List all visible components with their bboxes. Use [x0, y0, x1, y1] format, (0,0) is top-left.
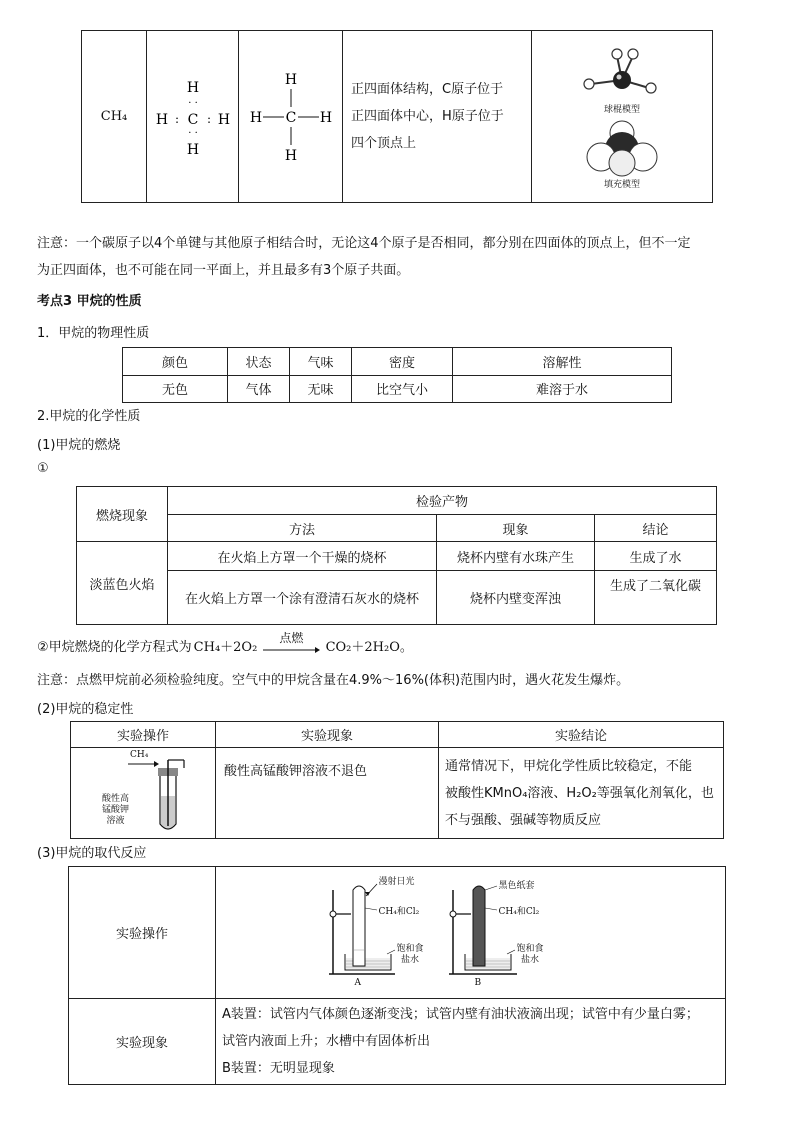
conclusion-header: 结论	[595, 515, 717, 542]
gas-label-a: CH₄和Cl₂	[378, 906, 420, 917]
solution-label: 酸性高 锰酸钾 溶液	[102, 794, 130, 826]
svg-text::: :	[174, 111, 179, 126]
physical-heading: 1．甲烷的物理性质	[37, 326, 150, 341]
section-title: 考点3 甲烷的性质	[37, 294, 142, 309]
conclusion-2: 生成了二氧化碳	[595, 571, 717, 625]
svg-text:H: H	[217, 111, 230, 128]
equation-condition: 点燃	[279, 630, 304, 645]
apparatus-a-label: A	[354, 977, 361, 988]
svg-text:H: H	[284, 147, 297, 164]
stability-header-operation: 实验操作	[71, 722, 216, 748]
equation-lhs: CH₄＋2O₂	[193, 640, 258, 655]
structural-formula-cell	[239, 31, 343, 203]
svg-text:H: H	[284, 71, 297, 88]
substitution-apparatus-diagram	[321, 870, 621, 996]
svg-text:· ·: · ·	[187, 97, 198, 109]
reaction-arrow-icon	[261, 645, 321, 655]
description-line-3: 四个顶点上	[351, 136, 417, 151]
brine-label-a: 饱和食 盐水	[396, 943, 424, 965]
equation-prefix: ②甲烷燃烧的化学方程式为	[37, 640, 192, 655]
stability-heading: (2)甲烷的稳定性	[37, 702, 134, 717]
brine-label-b: 饱和食 盐水	[516, 943, 544, 965]
physical-header-state: 状态	[228, 348, 290, 376]
ball-stick-label: 球棍模型	[603, 104, 640, 115]
stability-header-conclusion: 实验结论	[439, 722, 724, 748]
physical-header-odor: 气味	[290, 348, 352, 376]
svg-text:H: H	[155, 111, 168, 128]
phenomenon-line-3: B装置：无明显现象	[222, 1061, 335, 1076]
substitution-phenomena	[216, 999, 726, 1085]
physical-header-density: 密度	[352, 348, 453, 376]
gas-label-b: CH₄和Cl₂	[498, 906, 540, 917]
note1-line-1: 注意：一个碳原子以4个单键与其他原子相结合时，无论这4个原子是否相同，都分别在四面体的顶点上，但不一定	[37, 236, 691, 251]
apparatus-b-label: B	[474, 977, 482, 988]
structure-description-cell	[343, 31, 532, 203]
black-cover-label: 黑色纸套	[498, 880, 535, 891]
observation-1: 烧杯内壁有水珠产生	[437, 542, 595, 571]
combustion-table	[76, 486, 717, 625]
method-1: 在火焰上方罩一个干燥的烧杯	[168, 542, 437, 571]
svg-text:· ·: · ·	[187, 127, 198, 139]
equation-rhs: CO₂＋2H₂O。	[325, 640, 413, 655]
check-products-header: 检验产物	[168, 487, 717, 515]
note2: 注意：点燃甲烷前必须检验纯度。空气中的甲烷含量在4.9%～16%(体积)范围内时，遇火花发生爆炸。	[37, 673, 630, 688]
substitution-phenomenon-label: 实验现象	[69, 999, 216, 1085]
substitution-apparatus-cell	[216, 867, 726, 999]
substitution-heading: (3)甲烷的取代反应	[37, 846, 147, 861]
physical-header-solubility: 溶解性	[453, 348, 672, 376]
stability-phenomenon: 酸性高锰酸钾溶液不退色	[216, 748, 439, 839]
diffuse-light-label: 漫射日光	[378, 876, 415, 887]
flame-cell: 淡蓝色火焰	[77, 542, 168, 625]
equation-arrow	[261, 630, 321, 655]
methane-structure-table	[81, 30, 713, 203]
stability-conclusion	[439, 748, 724, 839]
physical-value-odor: 无味	[290, 375, 352, 403]
stability-conclusion-line-2: 被酸性KMnO₄溶液、H₂O₂等强氧化剂氧化，也	[445, 785, 714, 801]
model-cell	[532, 31, 713, 203]
phenomenon-line-2: 试管内液面上升；水槽中有固体析出	[222, 1034, 431, 1049]
formula-cell	[82, 31, 147, 203]
stability-header-phenomenon: 实验现象	[216, 722, 439, 748]
space-fill-label: 填充模型	[603, 179, 640, 190]
conclusion-1: 生成了水	[595, 542, 717, 571]
combustion-marker: ①	[37, 461, 49, 476]
observation-2: 烧杯内壁变浑浊	[437, 571, 595, 625]
stability-apparatus-cell	[71, 748, 216, 839]
physical-value-state: 气体	[228, 375, 290, 403]
space-filling-model	[577, 119, 667, 177]
equation-line	[37, 630, 413, 655]
observation-header: 现象	[437, 515, 595, 542]
description-line-1: 正四面体结构，C原子位于	[351, 82, 504, 97]
description-line-2: 正四面体中心，H原子位于	[351, 109, 504, 124]
electron-formula-diagram	[148, 72, 238, 162]
methane-formula: CH₄	[100, 109, 128, 124]
stability-table	[70, 721, 724, 839]
chemical-heading: 2.甲烷的化学性质	[37, 409, 141, 424]
svg-text:H: H	[186, 79, 199, 96]
svg-text:H: H	[319, 109, 332, 126]
svg-text::: :	[206, 111, 211, 126]
substitution-operation-label: 实验操作	[69, 867, 216, 999]
substitution-table	[68, 866, 726, 1085]
combustion-heading: (1)甲烷的燃烧	[37, 438, 121, 453]
ball-stick-model	[577, 44, 667, 104]
physical-value-color: 无色	[123, 375, 228, 403]
combustion-phenomenon-header: 燃烧现象	[77, 487, 168, 542]
svg-text:C: C	[285, 109, 296, 126]
method-2: 在火焰上方罩一个涂有澄清石灰水的烧杯	[168, 571, 437, 625]
svg-text:C: C	[187, 111, 198, 128]
note1-line-2: 为正四面体，也不可能在同一平面上，并且最多有3个原子共面。	[37, 263, 410, 278]
structural-formula-diagram	[241, 67, 341, 167]
stability-conclusion-line-1: 通常情况下，甲烷化学性质比较稳定，不能	[445, 758, 693, 774]
method-header: 方法	[168, 515, 437, 542]
physical-value-solubility: 难溶于水	[453, 375, 672, 403]
physical-header-color: 颜色	[123, 348, 228, 376]
physical-properties-table	[122, 347, 672, 403]
svg-text:H: H	[186, 141, 199, 158]
ch4-inlet-label: CH₄	[130, 750, 149, 760]
stability-conclusion-line-3: 不与强酸、强碱等物质反应	[445, 812, 602, 828]
svg-text:H: H	[249, 109, 262, 126]
physical-value-density: 比空气小	[352, 375, 453, 403]
electron-formula-cell	[147, 31, 239, 203]
phenomenon-line-1: A装置：试管内气体颜色逐渐变浅；试管内壁有油状液滴出现；试管中有少量白雾；	[222, 1007, 699, 1022]
